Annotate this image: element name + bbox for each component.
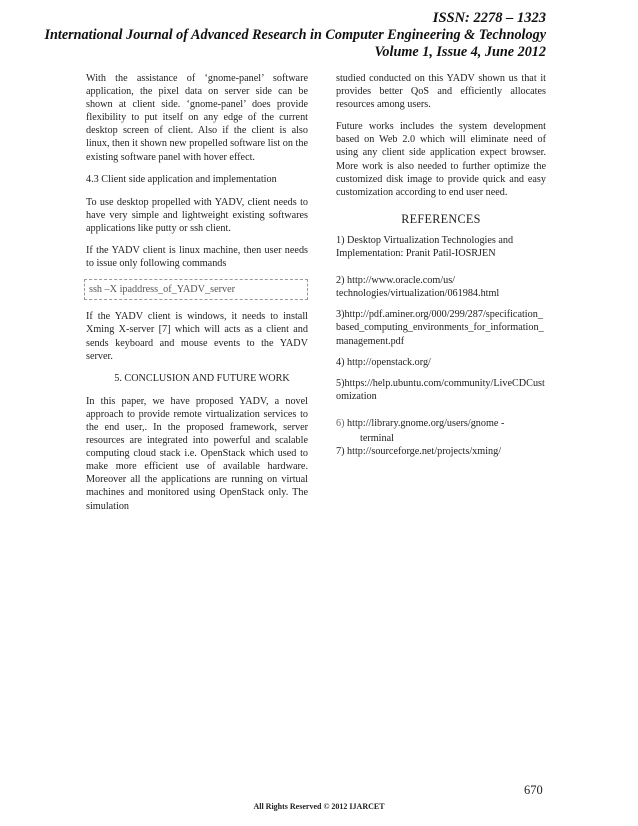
reference-item <box>336 417 546 430</box>
reference-continuation: terminal <box>360 432 394 444</box>
paragraph: Future works includes the system development based on Web 2.0 which will eliminate need of using any client side application expect browser. More work is also needed to further optimize the customized disk image to provide quick and easy customization according to end user need. <box>336 121 546 198</box>
paragraph: studied conducted on this YADV shown us that it provides better QoS and efficiently allocates resources among users. <box>336 73 546 111</box>
reference-item: 1) Desktop Virtualization Technologies and Implementation: Pranit Patil-IOSRJEN <box>336 234 514 260</box>
paragraph: If the YADV client is windows, it needs to install Xming X-server [7] which will acts as a client and sends keyboard and mouse events to the YADV server. <box>86 311 308 362</box>
reference-item: 4) http://openstack.org/ <box>336 356 431 368</box>
reference-link: http://library.gnome.org/users/gnome - <box>347 417 505 429</box>
paragraph: In this paper, we have proposed YADV, a novel approach to provide remote virtualization services to the end user,. In the proposed framework, server resources are integrated into powerful and scalable computing cloud stack i.e. OpenStack which used to make more efficient use of available hardware. Moreover all the applications are running on virtual machines and monitored using OpenStack only. The simulation <box>86 395 308 512</box>
paragraph: With the assistance of ‘gnome-panel’ software application, the pixel data on server side can be shown at client side. ‘gnome-panel’ does provide flexibility to put itself on any edge of the current desktop screen of client. Also if the client is also linux, then it shown new propelled software list on the existing software panel with hover effect. <box>86 73 308 163</box>
volume-issue: Volume 1, Issue 4, June 2012 <box>374 44 546 60</box>
reference-number: 6) <box>336 417 345 429</box>
section-heading-5: 5. CONCLUSION AND FUTURE WORK <box>114 372 290 384</box>
journal-title: International Journal of Advanced Research in Computer Engineering & Technology <box>44 27 546 43</box>
reference-item: 2) http://www.oracle.com/us/ technologies/virtualization/061984.html <box>336 275 500 300</box>
footer-copyright: All Rights Reserved © 2012 IJARCET <box>253 802 385 811</box>
references-heading: REFERENCES <box>401 211 481 226</box>
reference-item: 3)http://pdf.aminer.org/000/299/287/specification_based_computing_environments_for_information_management.pdf <box>336 309 544 347</box>
paragraph: If the YADV client is linux machine, then user needs to issue only following commands <box>86 245 308 270</box>
paragraph: To use desktop propelled with YADV, client needs to have very simple and lightweight existing softwares applications like putty or ssh client. <box>86 196 308 234</box>
issn: ISSN: 2278 – 1323 <box>432 10 546 26</box>
reference-item: 5)https://help.ubuntu.com/community/LiveCDCustomization <box>336 377 545 402</box>
page-number: 670 <box>524 783 543 797</box>
section-heading-4-3: 4.3 Client side application and implementation <box>86 173 277 185</box>
command-box: ssh –X ipaddress_of_YADV_server <box>84 279 308 300</box>
left-column <box>86 72 308 522</box>
page-header <box>45 10 547 61</box>
right-column <box>336 72 546 466</box>
reference-item: 7) http://sourceforge.net/projects/xming/ <box>336 446 502 458</box>
